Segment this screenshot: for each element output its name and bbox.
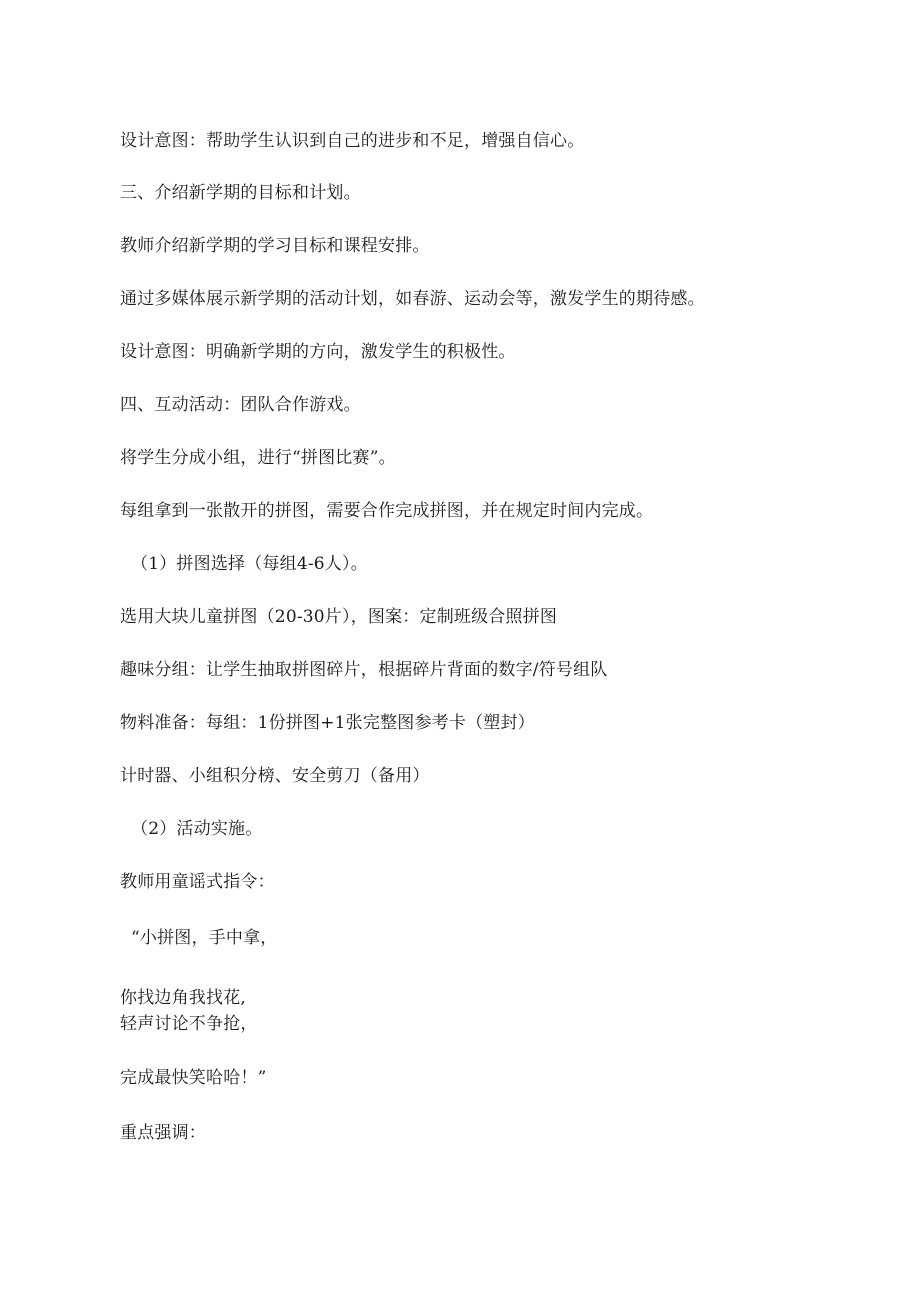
paragraph-key-emphasis: 重点强调： (120, 1123, 206, 1143)
paragraph-grouping: 将学生分成小组，进行“拼图比赛”。 (120, 448, 396, 468)
subheading-puzzle-selection: （1）拼图选择（每组4-6人）。 (131, 554, 368, 574)
heading-section-4: 四、互动活动：团队合作游戏。 (120, 395, 361, 415)
heading-section-3: 三、介绍新学期的目标和计划。 (120, 183, 361, 203)
paragraph-multimedia: 通过多媒体展示新学期的活动计划，如春游、运动会等，激发学生的期待感。 (120, 289, 705, 309)
paragraph-tools: 计时器、小组积分榜、安全剪刀（备用） (120, 766, 430, 786)
paragraph-fun-grouping: 趣味分组：让学生抽取拼图碎片，根据碎片背面的数字/符号组队 (120, 660, 608, 680)
paragraph-puzzle-task: 每组拿到一张散开的拼图，需要合作完成拼图，并在规定时间内完成。 (120, 501, 654, 521)
rhyme-line-4: 完成最快笑哈哈！” (120, 1068, 267, 1088)
paragraph-materials: 物料准备：每组：1份拼图+1张完整图参考卡（塑封） (120, 713, 535, 733)
rhyme-line-1: “小拼图，手中拿， (131, 928, 278, 948)
paragraph-puzzle-choice: 选用大块儿童拼图（20-30片），图案：定制班级合照拼图 (120, 607, 558, 627)
paragraph-teacher-intro: 教师介绍新学期的学习目标和课程安排。 (120, 236, 430, 256)
rhyme-line-3: 轻声讨论不争抢， (120, 1014, 258, 1034)
subheading-activity-implementation: （2）活动实施。 (131, 819, 263, 839)
paragraph-design-intent-1: 设计意图：帮助学生认识到自己的进步和不足，增强自信心。 (120, 131, 585, 151)
paragraph-rhyme-instruction: 教师用童谣式指令： (120, 872, 275, 892)
rhyme-line-2: 你找边角我找花, (120, 988, 247, 1008)
paragraph-design-intent-2: 设计意图：明确新学期的方向，激发学生的积极性。 (120, 342, 516, 362)
